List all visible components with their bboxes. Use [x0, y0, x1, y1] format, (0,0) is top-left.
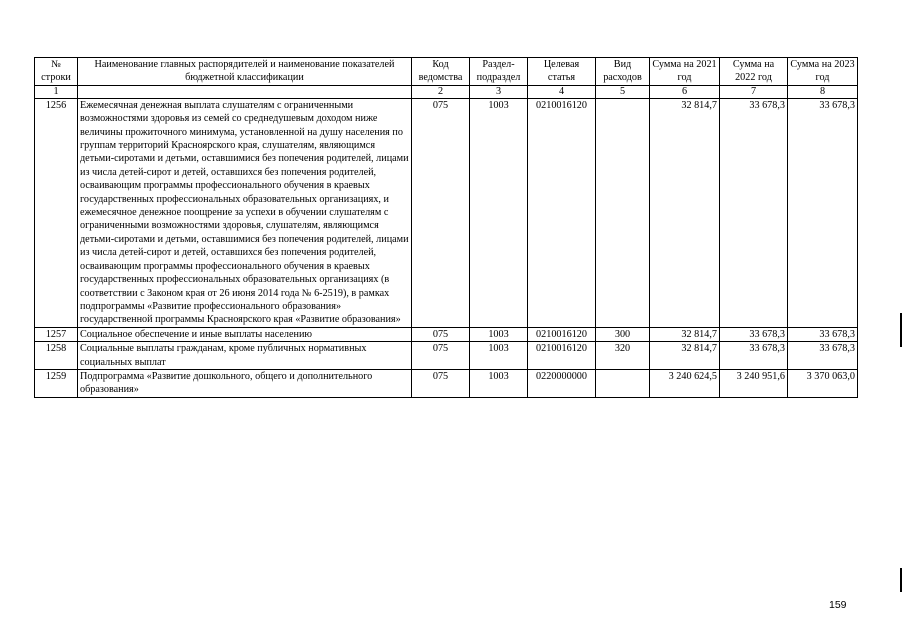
row-name: Подпрограмма «Развитие дошкольного, общего и дополнительного образования»: [78, 369, 412, 397]
row-dept-code: 075: [412, 342, 470, 370]
scan-edge-mark: [900, 313, 902, 347]
row-expense-kind: 300: [596, 327, 650, 341]
row-sum-2022: 33 678,3: [720, 327, 788, 341]
row-sum-2021: 32 814,7: [650, 98, 720, 327]
row-sum-2021: 32 814,7: [650, 342, 720, 370]
row-number: 1258: [35, 342, 78, 370]
row-number: 1259: [35, 369, 78, 397]
column-number: 3: [470, 85, 528, 98]
column-number: 8: [788, 85, 858, 98]
row-target-article: 0210016120: [528, 327, 596, 341]
row-name: Ежемесячная денежная выплата слушателям с ограниченными возможностями здоровья из семей со среднедушевым доходом ниже величины прожиточного минимума, установленной на душу населения по группам территорий Красноярского края, слушателям, являющимся детьми-сиротами и детьми, оставшимися без попечения родителей, лицами из числа детей-сирот и детей, оставшихся без попечения родителей, осваивающим программы профессионального обучения в краевых государственных профессиональных образовательных организациях, и ежемесячное денежное поощрение за успехи в обучении слушателям с ограниченными возможностями здоровья, слушателям, являющимся детьми-сиротами и детьми, оставшимися без попечения родителей, лицами из числа детей-сирот и детей, оставшихся без попечения родителей, осваивающим программы профессионального обучения в краевых государственных профессиональных образовательных организациях (в соответствии с Законом края от 26 июня 2014 года № 6-2519), в рамках подпрограммы «Развитие профессионального образования» государственной программы Красноярского края «Развитие образования»: [78, 98, 412, 327]
row-name: Социальные выплаты гражданам, кроме публичных нормативных социальных выплат: [78, 342, 412, 370]
table-row: [35, 369, 858, 397]
row-expense-kind: [596, 369, 650, 397]
column-number: [78, 85, 412, 98]
row-sum-2022: 33 678,3: [720, 342, 788, 370]
row-name: Социальное обеспечение и иные выплаты населению: [78, 327, 412, 341]
header-expense-kind: Вид расходов: [596, 58, 650, 86]
row-sum-2022: 3 240 951,6: [720, 369, 788, 397]
scan-edge-mark: [900, 568, 902, 592]
column-number: 7: [720, 85, 788, 98]
column-number: 2: [412, 85, 470, 98]
row-section: 1003: [470, 342, 528, 370]
row-expense-kind: 320: [596, 342, 650, 370]
row-target-article: 0210016120: [528, 98, 596, 327]
row-target-article: 0210016120: [528, 342, 596, 370]
row-sum-2021: 3 240 624,5: [650, 369, 720, 397]
header-dept-code: Код ведомства: [412, 58, 470, 86]
header-name: Наименование главных распорядителей и наименование показателей бюджетной классификации: [78, 58, 412, 86]
column-number: 4: [528, 85, 596, 98]
header-section: Раздел-подраздел: [470, 58, 528, 86]
column-number: 5: [596, 85, 650, 98]
row-dept-code: 075: [412, 327, 470, 341]
page-number: 159: [829, 599, 847, 611]
table-row: [35, 98, 858, 327]
row-sum-2021: 32 814,7: [650, 327, 720, 341]
row-dept-code: 075: [412, 98, 470, 327]
row-section: 1003: [470, 327, 528, 341]
row-sum-2023: 3 370 063,0: [788, 369, 858, 397]
table-row: [35, 327, 858, 341]
column-number: 6: [650, 85, 720, 98]
row-dept-code: 075: [412, 369, 470, 397]
header-target-article: Целевая статья: [528, 58, 596, 86]
header-sum-2023: Сумма на 2023 год: [788, 58, 858, 86]
row-number: 1256: [35, 98, 78, 327]
row-sum-2023: 33 678,3: [788, 98, 858, 327]
row-target-article: 0220000000: [528, 369, 596, 397]
row-expense-kind: [596, 98, 650, 327]
row-sum-2022: 33 678,3: [720, 98, 788, 327]
row-section: 1003: [470, 369, 528, 397]
row-section: 1003: [470, 98, 528, 327]
column-number-row: [35, 85, 858, 98]
table-header-row: [35, 58, 858, 86]
header-sum-2021: Сумма на 2021 год: [650, 58, 720, 86]
header-row-number: № строки: [35, 58, 78, 86]
budget-table: [34, 57, 858, 398]
table-row: [35, 342, 858, 370]
row-sum-2023: 33 678,3: [788, 327, 858, 341]
row-number: 1257: [35, 327, 78, 341]
header-sum-2022: Сумма на 2022 год: [720, 58, 788, 86]
column-number: 1: [35, 85, 78, 98]
row-sum-2023: 33 678,3: [788, 342, 858, 370]
